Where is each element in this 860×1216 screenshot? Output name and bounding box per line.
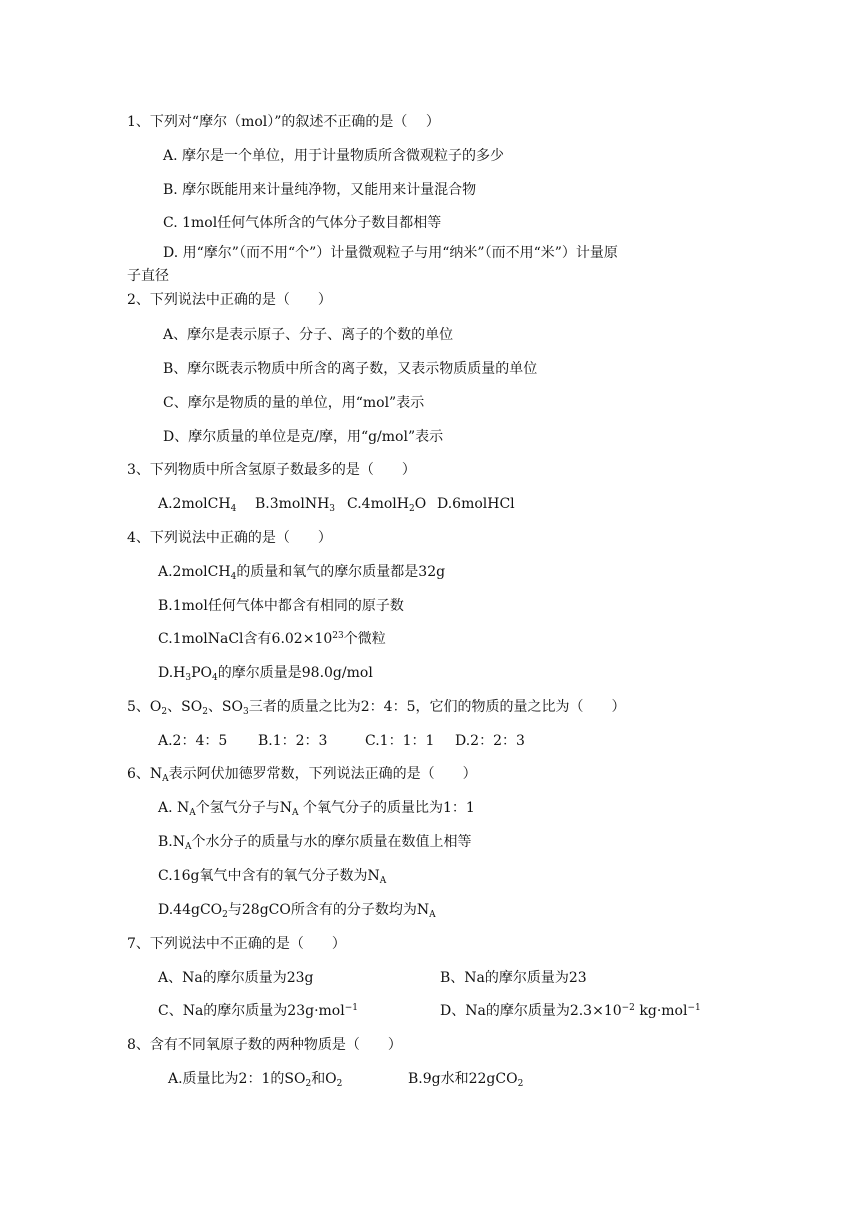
question-6-stem: 6、$N_A$表示阿伏加德罗常数，下列说法正确的是（ ） bbox=[127, 766, 477, 784]
question-7-option-2: B、Na的摩尔质量为23 bbox=[440, 970, 587, 986]
question-1-option-5: 子直径 bbox=[127, 268, 169, 284]
question-1-option-1: A. 摩尔是一个单位，用于计量物质所含微观粒子的多少 bbox=[163, 148, 505, 164]
question-4-stem: 4、下列说法中正确的是（ ） bbox=[127, 530, 332, 546]
question-3-stem: 3、下列物质中所含氢原子数最多的是（ ） bbox=[127, 462, 416, 478]
question-4-option-1: A.2molCH$_4$的质量和氧气的摩尔质量都是32g bbox=[158, 564, 446, 582]
question-1-option-3: C. 1mol任何气体所含的气体分子数目都相等 bbox=[163, 215, 442, 231]
question-7-stem: 7、下列说法中不正确的是（ ） bbox=[127, 936, 346, 952]
question-4-option-2: B.1mol任何气体中都含有相同的原子数 bbox=[158, 598, 404, 614]
question-8-option-2: B.9g水和22gCO$_2$ bbox=[408, 1071, 524, 1089]
question-6-option-4: D.44gCO$_2$与28gCO所含有的分子数均为$N_A$ bbox=[158, 902, 436, 920]
question-8-stem: 8、含有不同氧原子数的两种物质是（ ） bbox=[127, 1037, 402, 1053]
question-2-option-4: D、摩尔质量的单位是克/摩，用“g/mol”表示 bbox=[163, 429, 444, 445]
question-2-option-3: C、摩尔是物质的量的单位，用“mol”表示 bbox=[163, 395, 425, 411]
question-7-option-4: D、Na的摩尔质量为$2.3\times 10^{-2}$ kg·mol$^{-1}$ bbox=[440, 1003, 701, 1019]
question-5-option-2: B.1：2：3 bbox=[258, 733, 328, 749]
question-2-option-1: A、摩尔是表示原子、分子、离子的个数的单位 bbox=[163, 327, 454, 343]
question-1-option-2: B. 摩尔既能用来计量纯净物，又能用来计量混合物 bbox=[163, 182, 477, 198]
question-3-option-1: A.2molCH$_4$ bbox=[158, 496, 237, 514]
question-8-option-1: A.质量比为2：1的$SO_2$和$O_2$ bbox=[168, 1071, 343, 1089]
question-3-option-4: D.6molHCl bbox=[437, 496, 515, 512]
question-2-option-2: B、摩尔既表示物质中所含的离子数，又表示物质质量的单位 bbox=[163, 361, 538, 377]
question-3-option-2: B.3molNH$_3$ bbox=[255, 496, 336, 514]
question-5-option-4: D.2：2：3 bbox=[455, 733, 525, 749]
question-2-stem: 2、下列说法中正确的是（ ） bbox=[127, 292, 332, 308]
question-5-option-1: A.2：4：5 bbox=[158, 733, 228, 749]
question-3-option-3: C.4molH$_2$O bbox=[347, 496, 427, 514]
question-5-stem: 5、$O_2$、$SO_2$、$SO_3$三者的质量之比为2：4：5，它们的物质的量之比为（ ） bbox=[127, 699, 626, 717]
question-6-option-2: $B.N_A$个水分子的质量与水的摩尔质量在数值上相等 bbox=[158, 834, 472, 852]
question-4-option-4: $D.H_3PO_4$的摩尔质量是98.0g/mol bbox=[158, 665, 373, 683]
question-5-option-3: C.1：1：1 bbox=[365, 733, 435, 749]
question-1-option-4: D. 用“摩尔”（而不用“个”）计量微观粒子与用“纳米”（而不用“米”）计量原 bbox=[163, 245, 618, 261]
question-7-option-1: A、Na的摩尔质量为23g bbox=[158, 970, 314, 986]
question-1-stem: 1、下列对“摩尔（mol）”的叙述不正确的是（ ） bbox=[127, 114, 440, 130]
question-6-option-1: A. $N_A$个氢气分子与$N_A$ 个氧气分子的质量比为1：1 bbox=[158, 800, 475, 818]
question-4-option-3: C.1molNaCl含有$6.02\times 10^{23}$个微粒 bbox=[158, 631, 386, 647]
question-7-option-3: C、Na的摩尔质量为23g·mol$^{-1}$ bbox=[158, 1003, 358, 1019]
question-6-option-3: C.16g氧气中含有的氧气分子数为$N_A$ bbox=[158, 868, 387, 886]
